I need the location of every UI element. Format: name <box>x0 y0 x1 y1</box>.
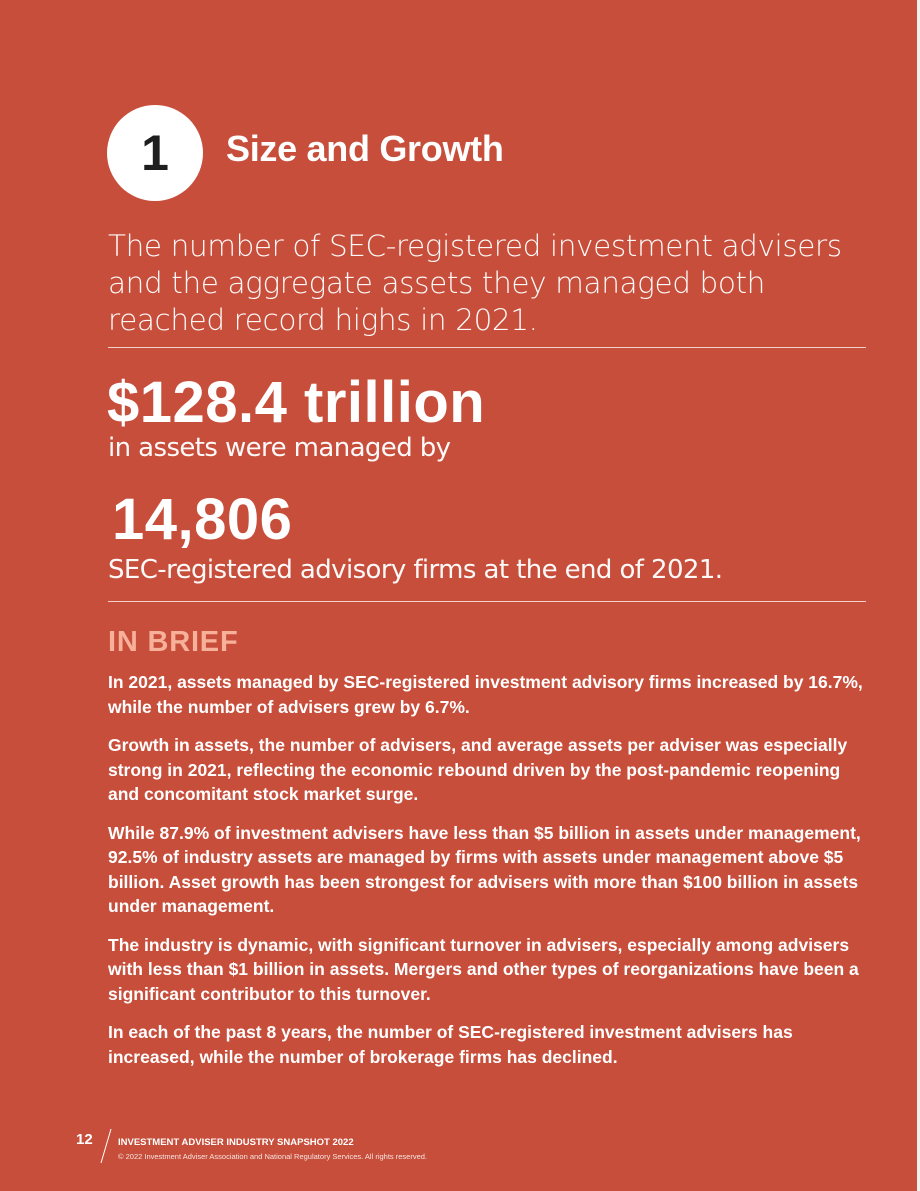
firms-stat-value: 14,806 <box>112 487 293 552</box>
footer-copyright: © 2022 Investment Adviser Association and National Regulatory Services. All rights reserved. <box>118 1152 428 1161</box>
brief-paragraph: The industry is dynamic, with significant turnover in advisers, especially among advisers with less than $1 billion in assets. Mergers and other types of reorganizations have been a significant contributor to this turnover. <box>108 934 859 1004</box>
assets-stat-desc: in assets were managed by <box>108 433 451 463</box>
firms-stat-desc: SEC-registered advisory firms at the end of 2021. <box>108 555 723 585</box>
section-number-badge <box>107 105 203 201</box>
page-number: 12 <box>76 1131 93 1148</box>
assets-stat-value: $128.4 trillion <box>107 370 486 435</box>
in-brief-title: IN BRIEF <box>108 626 239 658</box>
brief-paragraph: In 2021, assets managed by SEC-registered investment advisory firms increased by 16.7%, while the number of advisers grew by 6.7%. <box>108 672 863 717</box>
footer-slash-divider <box>100 1128 112 1164</box>
footer-publication-title: INVESTMENT ADVISER INDUSTRY SNAPSHOT 2022 <box>118 1137 354 1148</box>
divider-top <box>108 347 866 348</box>
in-brief-list <box>108 670 868 1083</box>
brief-paragraph: While 87.9% of investment advisers have less than $5 billion in assets under management, 92.5% of industry assets are managed by firms with assets under management above $5 billion. Asset growth has been strongest for advisers with more than $100 billion in assets under management. <box>108 822 861 916</box>
section-number: 1 <box>141 125 169 181</box>
intro-text: The number of SEC-registered investment advisers and the aggregate assets they managed both reached record highs in 2021. <box>108 229 842 337</box>
section-title: Size and Growth <box>226 128 504 169</box>
divider-bottom <box>108 601 866 602</box>
brief-paragraph: Growth in assets, the number of advisers, and average assets per adviser was especially strong in 2021, reflecting the economic rebound driven by the post-pandemic reopening and concomitant stock market surge. <box>108 735 848 804</box>
brief-paragraph: In each of the past 8 years, the number of SEC-registered investment advisers has increased, while the number of brokerage firms has declined. <box>108 1022 793 1067</box>
